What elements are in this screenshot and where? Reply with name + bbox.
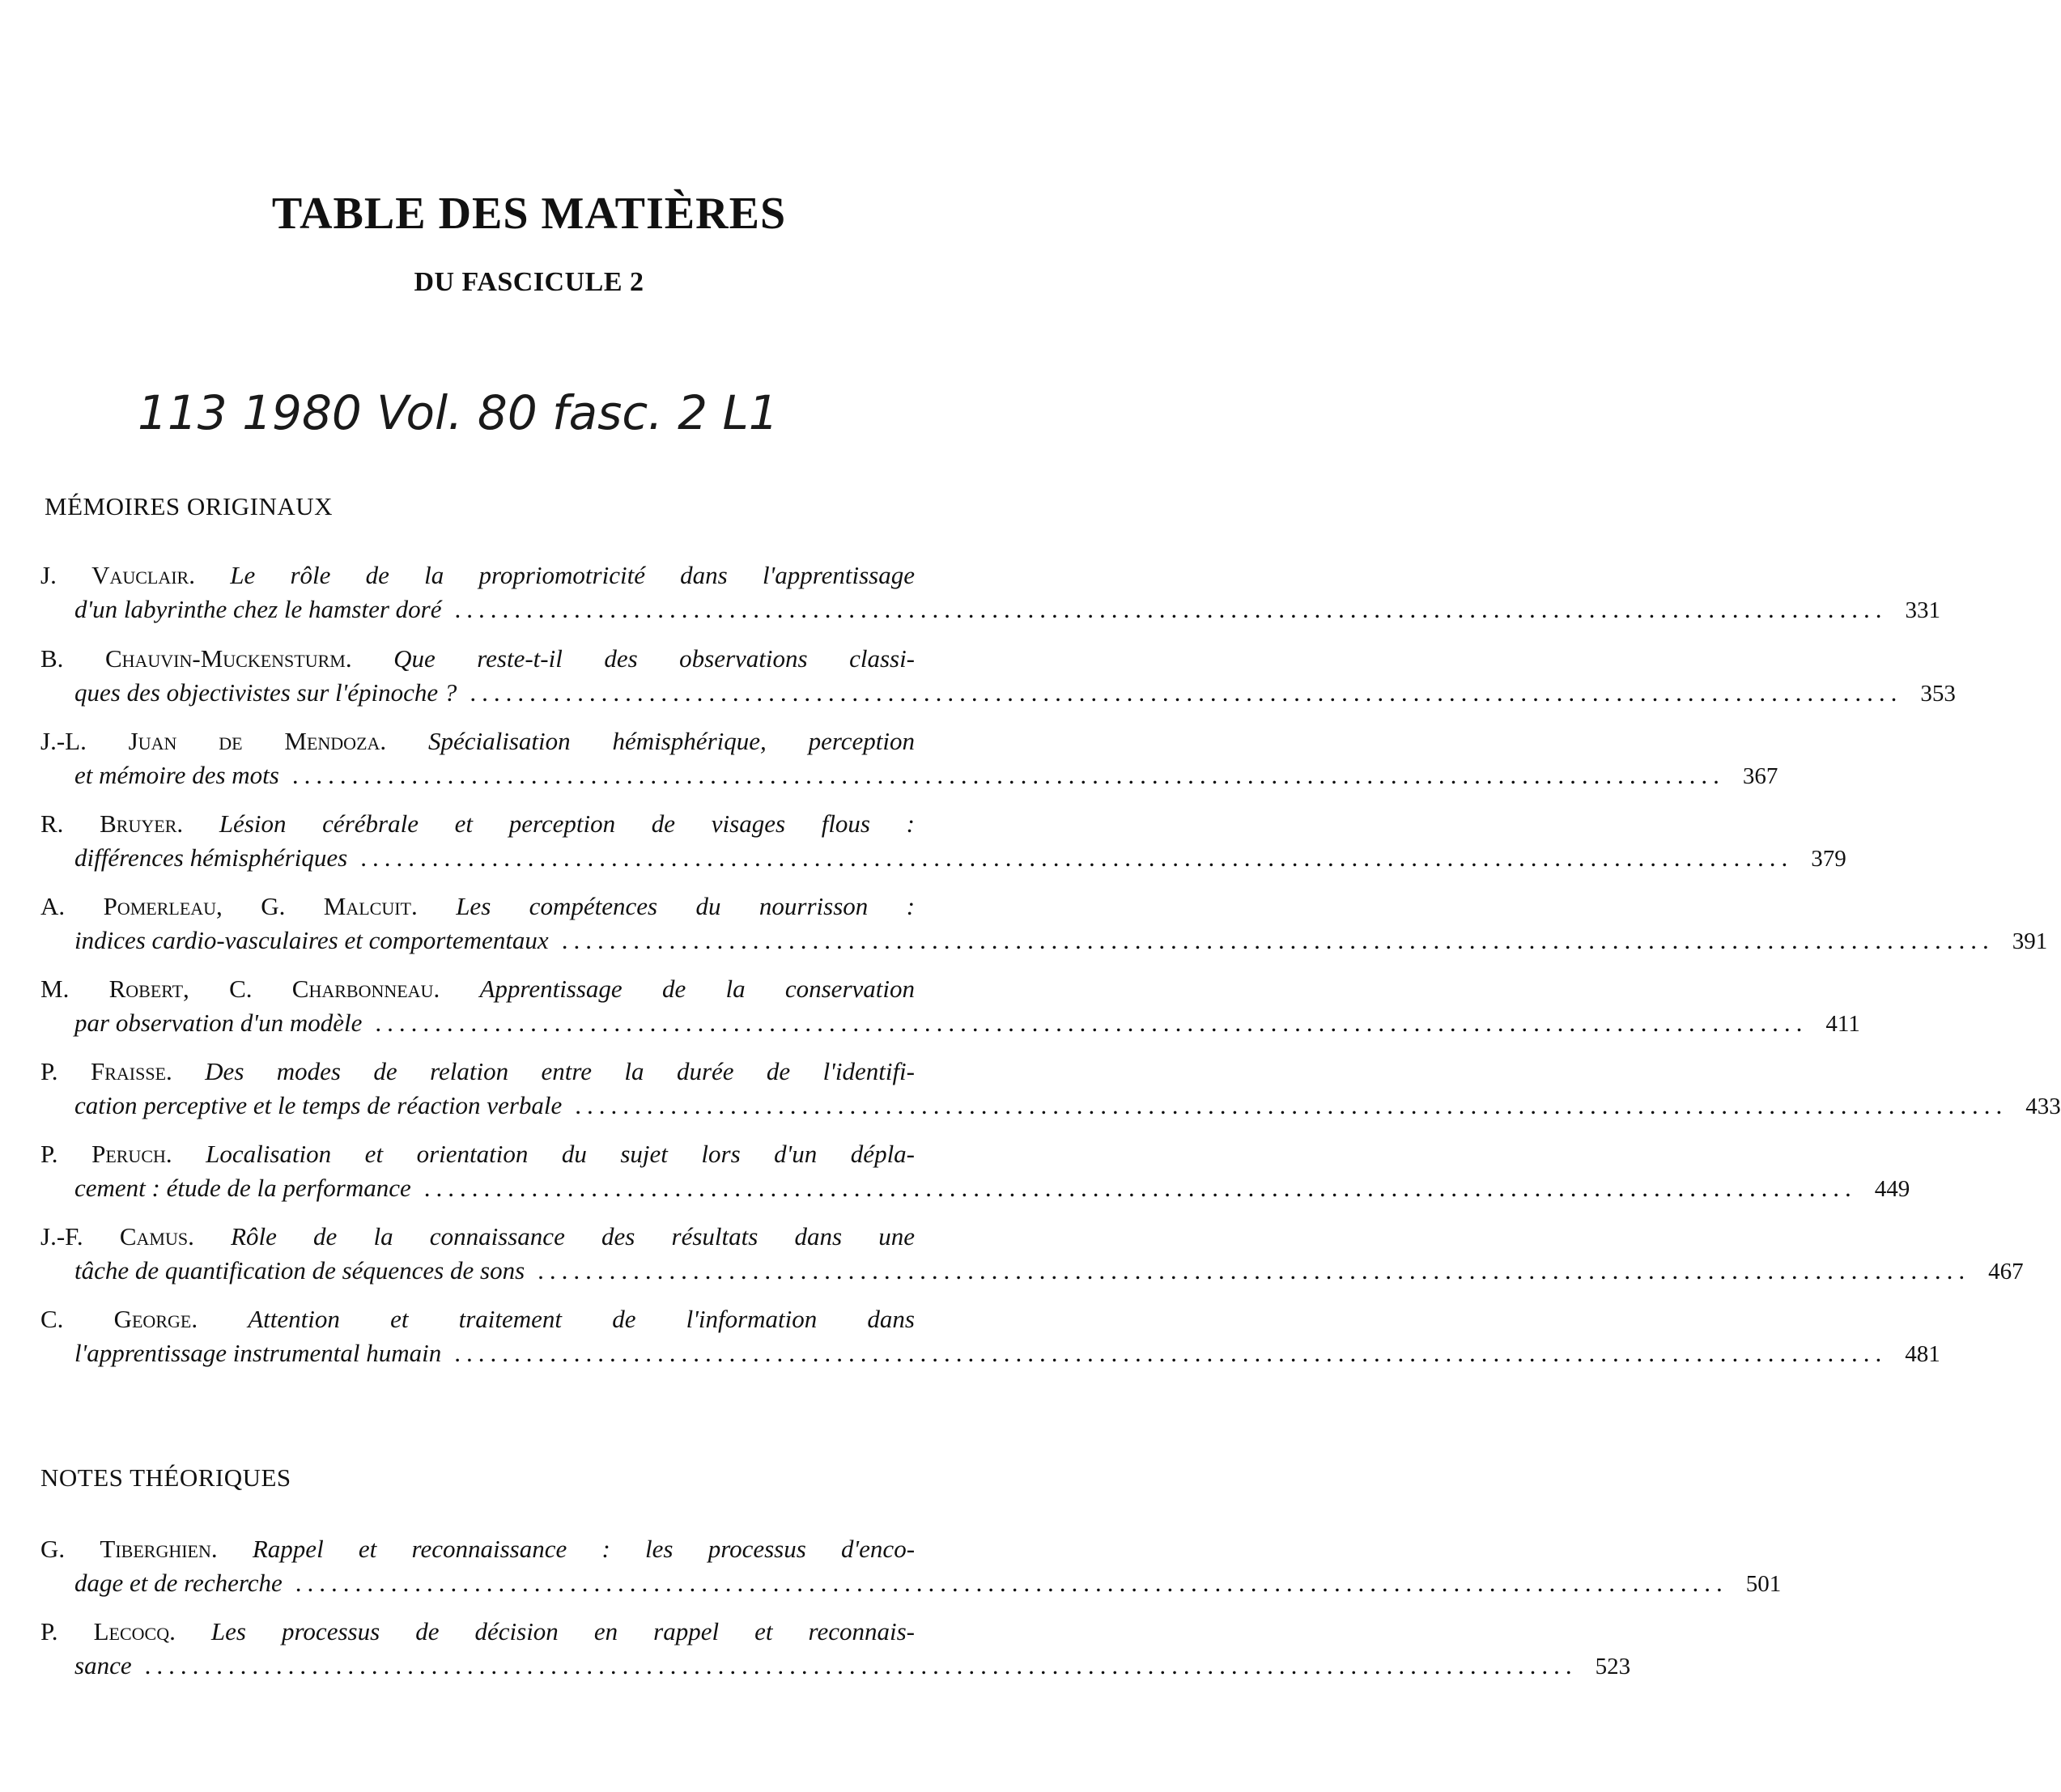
entry-initials: P. (40, 1140, 58, 1168)
entry-title-line1: Rappel et reconnaissance : les processus d'enco- (252, 1535, 916, 1563)
toc-entry (40, 972, 1860, 1041)
entry-second-line (74, 1336, 1940, 1371)
toc-entry (40, 642, 1956, 711)
entry-page-number: 379 (1811, 846, 1846, 872)
entry-page-number: 411 (1825, 1011, 1860, 1037)
entry-initials: J. (40, 561, 57, 589)
entry-page-number: 391 (2012, 928, 2048, 954)
entry-first-line (40, 558, 915, 592)
entry-author: Fraisse. (90, 1057, 172, 1085)
entry-initials: M. (40, 975, 70, 1003)
entry-title-line2: et mémoire des mots (74, 761, 279, 789)
entry-page-number: 367 (1742, 763, 1778, 789)
entry-title-line2: différences hémisphériques (74, 843, 348, 872)
entry-page-number: 467 (1988, 1259, 2024, 1285)
entry-title-line2: cation perceptive et le temps de réaction verbale (74, 1091, 563, 1119)
entry-second-line (74, 1649, 1631, 1684)
entry-title-line2: indices cardio-vasculaires et comportementaux (74, 926, 549, 954)
toc-entry (40, 1615, 1631, 1684)
page-title: TABLE DES MATIÈRES (271, 189, 787, 239)
entry-second-line (74, 1566, 1782, 1601)
entry-initials: J.-L. (40, 727, 87, 755)
entry-second-line (74, 924, 2048, 958)
entry-title-line2: sance (74, 1651, 132, 1679)
handwritten-note-text: 113 1980 Vol. 80 fasc. 2 L1 (138, 385, 779, 440)
entry-first-line (40, 1055, 915, 1089)
section-heading-notes: NOTES THÉORIQUES (40, 1463, 291, 1492)
entry-initials: G. (40, 1535, 66, 1563)
entry-first-line (40, 1532, 915, 1566)
leader-dots: ........................................................................................................................ (423, 1174, 1857, 1202)
entry-author: Juan de Mendoza. (128, 727, 387, 755)
entry-page-number: 353 (1920, 681, 1956, 707)
leader-dots: ........................................................................................................................ (538, 1256, 1971, 1285)
entry-initials: J.-F. (40, 1222, 83, 1251)
entry-first-line (40, 1220, 915, 1254)
entry-first-line (40, 642, 915, 676)
entry-page-number: 523 (1595, 1654, 1631, 1679)
entry-title-line1: Spécialisation hémisphérique, perception (428, 727, 916, 755)
entry-second-line (74, 1089, 2061, 1123)
entry-title-line2: tâche de quantification de séquences de sons (74, 1256, 525, 1285)
entry-title-line1: Les processus de décision en rappel et reconnais- (210, 1617, 915, 1645)
entry-initials: R. (40, 809, 64, 838)
entry-title-line1: Que reste-t-il des observations classi- (393, 644, 916, 673)
leader-dots: ........................................................................................................................ (375, 1009, 1808, 1037)
entry-second-line (74, 758, 1778, 793)
entry-title-line2: l'apprentissage instrumental humain (74, 1339, 442, 1367)
entry-page-number: 501 (1745, 1571, 1782, 1597)
handwritten-annotation (138, 379, 1012, 444)
entry-page-number: 331 (1905, 597, 1940, 623)
entry-second-line (74, 841, 1846, 876)
entry-title-line1: Lésion cérébrale et perception de visages flous : (219, 809, 915, 838)
entry-second-line (74, 1254, 2024, 1289)
entry-author: Camus. (119, 1222, 194, 1251)
entry-author: George. (113, 1305, 198, 1333)
toc-entry (40, 1220, 2024, 1289)
entry-author: Vauclair. (91, 561, 195, 589)
entry-second-line (74, 676, 1956, 711)
entry-second-line (74, 1006, 1860, 1041)
entry-author: Lecocq. (93, 1617, 176, 1645)
entry-initials: A. (40, 892, 66, 920)
toc-entry (40, 558, 1940, 627)
toc-entry (40, 807, 1846, 876)
entry-initials: C. (40, 1305, 64, 1333)
entry-title-line2: d'un labyrinthe chez le hamster doré (74, 595, 442, 623)
entry-author: Tiberghien. (100, 1535, 218, 1563)
entry-second-line (74, 1171, 1910, 1206)
entry-initials: B. (40, 644, 64, 673)
entry-title-line1: Localisation et orientation du sujet lors d'un dépla- (206, 1140, 916, 1168)
entry-page-number: 433 (2025, 1093, 2061, 1119)
leader-dots: ........................................................................................................................ (454, 1339, 1888, 1367)
entry-author: Peruch. (91, 1140, 172, 1168)
entry-initials: P. (40, 1057, 58, 1085)
entry-author: Pomerleau, G. Malcuit. (103, 892, 418, 920)
entry-author: Bruyer. (100, 809, 184, 838)
entry-title-line2: par observation d'un modèle (74, 1009, 363, 1037)
leader-dots: ........................................................................................................................ (144, 1651, 1578, 1679)
leader-dots: ........................................................................................................................ (295, 1569, 1728, 1597)
entry-first-line (40, 807, 915, 841)
toc-entry (40, 1055, 2061, 1123)
entry-first-line (40, 724, 915, 758)
entry-initials: P. (40, 1617, 58, 1645)
entry-author: Robert, C. Charbonneau. (108, 975, 440, 1003)
leader-dots: ........................................................................................................................ (454, 595, 1888, 623)
toc-entry (40, 1137, 1910, 1206)
toc-entry (40, 724, 1778, 793)
entry-title-line2: dage et de recherche (74, 1569, 283, 1597)
entry-title-line2: ques des objectivistes sur l'épinoche ? (74, 678, 457, 707)
leader-dots: ........................................................................................................................ (470, 678, 1903, 707)
entry-first-line (40, 1615, 915, 1649)
toc-entry (40, 1532, 1782, 1601)
entry-title-line1: Attention et traitement de l'information dans (248, 1305, 915, 1333)
entry-title-line1: Les compétences du nourrisson : (456, 892, 916, 920)
entry-title-line1: Des modes de relation entre la durée de l'identifi- (205, 1057, 915, 1085)
entry-first-line (40, 890, 915, 924)
entry-page-number: 481 (1905, 1341, 1940, 1367)
entry-author: Chauvin-Muckensturm. (104, 644, 352, 673)
entry-first-line (40, 1137, 915, 1171)
entry-title-line2: cement : étude de la performance (74, 1174, 411, 1202)
leader-dots: ........................................................................................................................ (561, 926, 1995, 954)
toc-entry (40, 890, 2048, 958)
entry-title-line1: Le rôle de la propriomotricité dans l'apprentissage (230, 561, 916, 589)
leader-dots: ........................................................................................................................ (291, 761, 1725, 789)
section-heading-memoires: MÉMOIRES ORIGINAUX (45, 492, 334, 520)
entry-second-line (74, 592, 1940, 627)
entry-title-line1: Rôle de la connaissance des résultats dans une (231, 1222, 916, 1251)
entry-page-number: 449 (1874, 1176, 1910, 1202)
entry-first-line (40, 1302, 915, 1336)
toc-entry (40, 1302, 1940, 1371)
entry-title-line1: Apprentissage de la conservation (479, 975, 915, 1003)
entry-first-line (40, 972, 915, 1006)
leader-dots: ........................................................................................................................ (575, 1091, 2008, 1119)
page-subtitle: DU FASCICULE 2 (414, 267, 644, 297)
leader-dots: ........................................................................................................................ (360, 843, 1794, 872)
